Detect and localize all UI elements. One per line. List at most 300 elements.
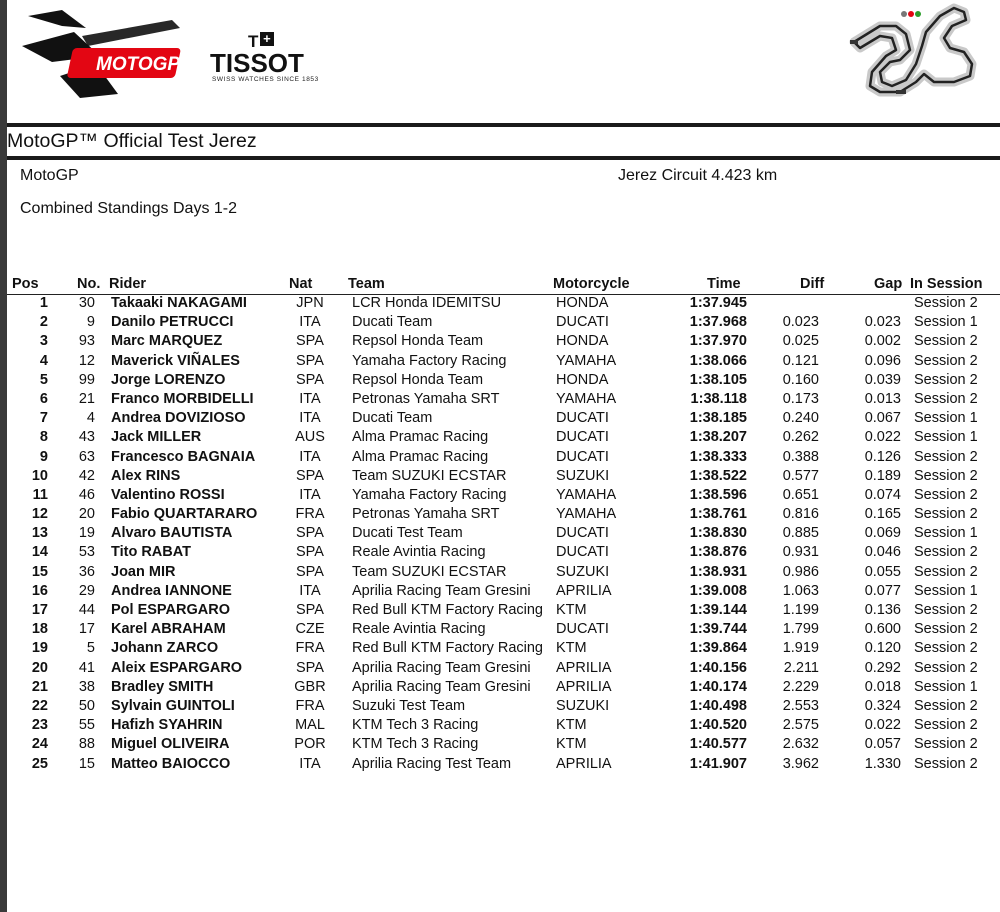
row-number: 36 [78,563,95,580]
row-gap: 0.018 [864,678,901,695]
row-gap: 0.126 [864,448,901,465]
table-row [7,313,1000,332]
svg-text:MOTOGP: MOTOGP [96,54,181,75]
row-nat: SPA [296,659,324,676]
row-number: 44 [78,602,95,618]
row-number: 30 [78,295,95,311]
row-motorcycle: APRILIA [556,659,612,676]
row-nat: SPA [296,371,324,388]
row-number: 93 [78,333,95,350]
row-nat: ITA [299,486,321,503]
row-pos: 8 [39,429,48,446]
row-time: 1:38.761 [689,506,747,523]
row-session: Session 2 [914,352,978,369]
row-time: 1:38.522 [689,467,747,484]
row-nat: ITA [299,755,321,772]
row-session: Session 1 [914,582,978,599]
row-number: 63 [78,448,95,465]
row-diff: 0.025 [782,333,819,350]
row-number: 21 [78,390,95,407]
row-gap: 0.023 [864,314,901,331]
row-nat: SPA [296,467,324,484]
row-team: Aprilia Racing Team Gresini [352,659,531,676]
table-row [7,543,1000,562]
row-diff: 0.023 [782,314,819,331]
row-time: 1:39.008 [689,582,747,599]
row-diff: 3.962 [782,755,819,772]
row-diff: 0.931 [782,544,819,561]
row-team: Reale Avintia Racing [352,544,486,561]
row-gap: 0.165 [864,506,901,523]
row-motorcycle: KTM [556,717,587,734]
row-session: Session 2 [914,717,978,734]
row-rider: Bradley SMITH [111,678,214,695]
row-session: Session 2 [914,295,978,311]
row-gap: 0.096 [864,352,901,369]
row-gap: 0.057 [864,736,901,753]
row-time: 1:38.931 [689,563,747,580]
header-pos: Pos [12,276,39,292]
table-row [7,659,1000,678]
row-diff: 0.986 [782,563,819,580]
row-diff: 0.173 [782,390,819,407]
row-motorcycle: APRILIA [556,582,612,599]
table-row [7,294,1000,313]
row-session: Session 1 [914,678,978,695]
row-gap: 0.136 [864,602,901,618]
class-name: MotoGP [20,167,79,184]
row-nat: ITA [299,448,321,465]
row-team: Reale Avintia Racing [352,621,486,638]
row-session: Session 1 [914,314,978,331]
row-rider: Andrea DOVIZIOSO [111,410,246,427]
header-nat: Nat [289,276,313,292]
row-team: Red Bull KTM Factory Racing [352,602,543,618]
row-gap: 0.074 [864,486,901,503]
row-gap: 0.077 [864,582,901,599]
row-motorcycle: YAMAHA [556,506,617,523]
row-nat: SPA [296,544,324,561]
row-rider: Andrea IANNONE [111,582,232,599]
row-time: 1:39.864 [689,640,747,657]
row-gap: 0.292 [864,659,901,676]
row-team: Alma Pramac Racing [352,448,489,465]
row-diff: 0.262 [782,429,819,446]
row-nat: SPA [296,525,324,542]
row-pos: 22 [31,697,48,714]
row-motorcycle: KTM [556,736,587,753]
row-nat: ITA [299,582,321,599]
row-motorcycle: YAMAHA [556,390,617,407]
table-row [7,582,1000,601]
row-nat: CZE [295,621,325,638]
row-diff: 2.632 [782,736,819,753]
table-row [7,620,1000,639]
table-row [7,390,1000,409]
row-motorcycle: DUCATI [556,448,609,465]
row-rider: Pol ESPARGARO [111,602,230,618]
row-rider: Tito RABAT [111,544,192,561]
row-nat: ITA [299,314,321,331]
row-team: Repsol Honda Team [352,333,484,350]
row-gap: 0.324 [864,697,901,714]
row-team: Alma Pramac Racing [352,429,489,446]
row-number: 55 [78,717,95,734]
row-rider: Danilo PETRUCCI [111,314,234,331]
row-team: Petronas Yamaha SRT [352,506,500,523]
row-diff: 2.553 [782,697,819,714]
table-row [7,601,1000,620]
row-gap: 0.055 [864,563,901,580]
row-pos: 25 [31,755,48,772]
table-body [7,294,1000,774]
table-row [7,409,1000,428]
table-row [7,524,1000,543]
row-team: Yamaha Factory Racing [352,486,507,503]
row-session: Session 2 [914,755,978,772]
row-time: 1:38.118 [690,390,747,407]
row-number: 4 [86,410,95,427]
row-gap: 0.022 [864,429,901,446]
row-diff: 0.160 [782,371,819,388]
table-row [7,371,1000,390]
header-underline [7,294,1000,295]
row-number: 19 [78,525,95,542]
row-time: 1:38.207 [689,429,747,446]
row-pos: 24 [31,736,48,753]
row-session: Session 2 [914,371,978,388]
row-gap: 1.330 [864,755,901,772]
row-time: 1:38.596 [689,486,747,503]
header-gap: Gap [874,276,903,292]
row-nat: SPA [296,352,324,369]
title-rule-top [7,123,1000,127]
table-row [7,332,1000,351]
row-gap: 0.600 [864,621,901,638]
table-row [7,467,1000,486]
row-motorcycle: HONDA [556,295,609,311]
row-number: 53 [78,544,95,561]
table-row [7,735,1000,754]
row-time: 1:37.970 [689,333,747,350]
row-number: 17 [78,621,95,638]
row-team: Repsol Honda Team [352,371,484,388]
row-pos: 18 [31,621,48,638]
row-motorcycle: APRILIA [556,755,612,772]
row-gap: 0.039 [864,371,901,388]
row-diff: 0.816 [782,506,819,523]
row-diff: 0.388 [782,448,819,465]
row-number: 43 [78,429,95,446]
row-diff: 0.121 [782,352,819,369]
row-number: 12 [78,352,95,369]
row-motorcycle: YAMAHA [556,486,617,503]
row-rider: Jorge LORENZO [111,371,226,388]
row-motorcycle: HONDA [556,333,609,350]
row-time: 1:37.968 [689,314,747,331]
table-header [7,275,1000,294]
row-diff: 1.063 [782,582,819,599]
header-session: In Session [910,276,983,292]
row-pos: 23 [31,717,48,734]
row-team: LCR Honda IDEMITSU [352,295,502,311]
row-team: KTM Tech 3 Racing [352,736,479,753]
row-rider: Aleix ESPARGARO [111,659,243,676]
row-nat: FRA [295,640,325,657]
row-number: 41 [78,659,95,676]
row-pos: 9 [39,448,48,465]
row-team: Aprilia Racing Team Gresini [352,678,531,695]
row-pos: 6 [39,390,48,407]
row-session: Session 2 [914,544,978,561]
row-number: 38 [78,678,95,695]
row-session: Session 2 [914,602,978,618]
row-motorcycle: APRILIA [556,678,612,695]
row-gap: 0.189 [864,467,901,484]
row-session: Session 2 [914,448,978,465]
row-time: 1:40.156 [689,659,747,676]
row-rider: Sylvain GUINTOLI [111,697,235,714]
row-time: 1:38.066 [689,352,747,369]
header-no: No. [77,276,101,292]
row-nat: ITA [299,410,321,427]
row-rider: Hafizh SYAHRIN [111,717,223,734]
row-rider: Alex RINS [111,467,181,484]
page-edge [0,0,7,912]
row-pos: 15 [31,563,48,580]
row-nat: MAL [295,717,325,734]
row-time: 1:39.144 [689,602,747,618]
row-session: Session 2 [914,659,978,676]
row-time: 1:38.185 [689,410,747,427]
track-map-icon [840,2,980,98]
row-nat: SPA [296,333,324,350]
row-diff: 0.577 [782,467,819,484]
tissot-mark: T + [248,32,274,52]
row-gap: 0.120 [864,640,901,657]
row-pos: 13 [31,525,48,542]
row-session: Session 2 [914,697,978,714]
row-time: 1:38.876 [689,544,747,561]
event-title: MotoGP™ Official Test Jerez [7,130,257,152]
tissot-logo [208,32,318,84]
row-motorcycle: HONDA [556,371,609,388]
row-diff: 1.199 [782,602,819,618]
row-motorcycle: DUCATI [556,410,609,427]
row-motorcycle: SUZUKI [556,467,610,484]
row-team: Ducati Team [352,314,433,331]
row-diff: 2.229 [782,678,819,695]
tissot-wordmark: TISSOT [210,48,304,78]
row-pos: 2 [39,314,48,331]
header-motorcycle: Motorcycle [553,276,630,292]
row-rider: Johann ZARCO [111,640,219,657]
row-time: 1:39.744 [689,621,747,638]
row-rider: Joan MIR [111,563,176,580]
row-session: Session 2 [914,390,978,407]
header-time: Time [707,276,741,292]
row-time: 1:38.333 [689,448,747,465]
row-diff: 1.799 [782,621,819,638]
row-pos: 10 [31,467,48,484]
motogp-logo-icon [22,6,192,98]
header-diff: Diff [800,276,825,292]
row-team: Aprilia Racing Team Gresini [352,582,531,599]
row-rider: Marc MARQUEZ [111,333,223,350]
circuit-info: Jerez Circuit 4.423 km [618,167,778,184]
row-motorcycle: KTM [556,640,587,657]
row-gap: 0.069 [864,525,901,542]
row-number: 99 [78,371,95,388]
header-rider: Rider [109,276,147,292]
row-pos: 7 [39,410,48,427]
row-pos: 21 [31,678,48,695]
row-time: 1:40.498 [689,697,747,714]
row-motorcycle: YAMAHA [556,352,617,369]
row-time: 1:41.907 [689,755,747,772]
row-rider: Alvaro BAUTISTA [111,525,233,542]
row-rider: Valentino ROSSI [111,486,225,503]
row-nat: FRA [295,697,325,714]
table-row [7,428,1000,447]
row-motorcycle: SUZUKI [556,563,610,580]
row-pos: 14 [31,544,48,561]
row-motorcycle: DUCATI [556,429,609,446]
row-number: 50 [78,697,95,714]
row-gap: 0.022 [864,717,901,734]
row-team: Ducati Test Team [352,525,463,542]
row-gap: 0.046 [864,544,901,561]
tissot-tagline: SWISS WATCHES SINCE 1853 [212,76,319,83]
header-team: Team [348,276,385,292]
row-session: Session 2 [914,736,978,753]
row-gap: 0.013 [864,390,901,407]
row-nat: SPA [296,563,324,580]
row-number: 5 [86,640,95,657]
table-row [7,678,1000,697]
row-motorcycle: DUCATI [556,314,609,331]
row-nat: POR [294,736,326,753]
row-time: 1:40.174 [689,678,747,695]
row-rider: Takaaki NAKAGAMI [111,295,247,311]
table-row [7,352,1000,371]
row-rider: Karel ABRAHAM [111,621,226,638]
table-row [7,563,1000,582]
row-session: Session 2 [914,486,978,503]
row-session: Session 2 [914,333,978,350]
row-pos: 5 [39,371,48,388]
row-team: KTM Tech 3 Racing [352,717,479,734]
row-session: Session 2 [914,506,978,523]
row-session: Session 1 [914,429,978,446]
row-team: Suzuki Test Team [352,697,466,714]
row-rider: Jack MILLER [111,429,202,446]
title-rule-bottom [7,156,1000,160]
table-row [7,448,1000,467]
row-pos: 3 [39,333,48,350]
row-rider: Francesco BAGNAIA [111,448,256,465]
row-gap: 0.067 [864,410,901,427]
row-number: 42 [78,467,95,484]
table-row [7,755,1000,774]
table-row [7,505,1000,524]
row-diff: 2.211 [783,659,819,676]
row-number: 88 [78,736,95,753]
row-time: 1:38.830 [689,525,747,542]
row-session: Session 1 [914,410,978,427]
row-session: Session 2 [914,640,978,657]
row-pos: 19 [31,640,48,657]
row-diff: 2.575 [782,717,819,734]
row-rider: Franco MORBIDELLI [111,390,254,407]
row-number: 46 [78,486,95,503]
row-diff: 1.919 [782,640,819,657]
row-team: Team SUZUKI ECSTAR [352,467,507,484]
row-team: Yamaha Factory Racing [352,352,507,369]
row-team: Red Bull KTM Factory Racing [352,640,543,657]
row-pos: 20 [31,659,48,676]
row-number: 15 [78,755,95,772]
session-title: Combined Standings Days 1-2 [20,200,238,217]
table-row [7,639,1000,658]
row-team: Team SUZUKI ECSTAR [352,563,507,580]
row-nat: SPA [296,602,324,618]
row-number: 9 [86,314,95,331]
row-pos: 4 [39,352,48,369]
row-diff: 0.651 [782,486,819,503]
row-diff: 0.240 [782,410,819,427]
row-pos: 17 [31,602,48,618]
standings-table [7,275,1000,774]
row-motorcycle: DUCATI [556,621,609,638]
table-row [7,697,1000,716]
row-pos: 16 [31,582,48,599]
row-session: Session 2 [914,563,978,580]
row-nat: ITA [299,390,321,407]
row-rider: Matteo BAIOCCO [111,755,231,772]
row-rider: Maverick VIÑALES [111,352,240,369]
row-number: 29 [78,582,95,599]
row-motorcycle: SUZUKI [556,697,610,714]
table-row [7,716,1000,735]
table-row [7,486,1000,505]
row-time: 1:38.105 [689,371,747,388]
row-session: Session 2 [914,621,978,638]
row-session: Session 1 [914,525,978,542]
row-motorcycle: DUCATI [556,544,609,561]
row-diff: 0.885 [782,525,819,542]
row-gap: 0.002 [864,333,901,350]
row-pos: 1 [39,295,48,311]
row-team: Ducati Team [352,410,433,427]
row-time: 1:40.520 [689,717,747,734]
row-nat: AUS [295,429,325,446]
row-pos: 11 [32,486,48,503]
row-rider: Miguel OLIVEIRA [111,736,230,753]
row-time: 1:40.577 [689,736,747,753]
row-time: 1:37.945 [689,295,747,311]
row-motorcycle: KTM [556,602,587,618]
row-rider: Fabio QUARTARARO [111,506,258,523]
row-motorcycle: DUCATI [556,525,609,542]
row-team: Aprilia Racing Test Team [352,755,512,772]
row-nat: FRA [295,506,325,523]
row-pos: 12 [31,506,48,523]
row-nat: JPN [296,295,324,311]
row-nat: GBR [294,678,326,695]
row-number: 20 [78,506,95,523]
row-session: Session 2 [914,467,978,484]
